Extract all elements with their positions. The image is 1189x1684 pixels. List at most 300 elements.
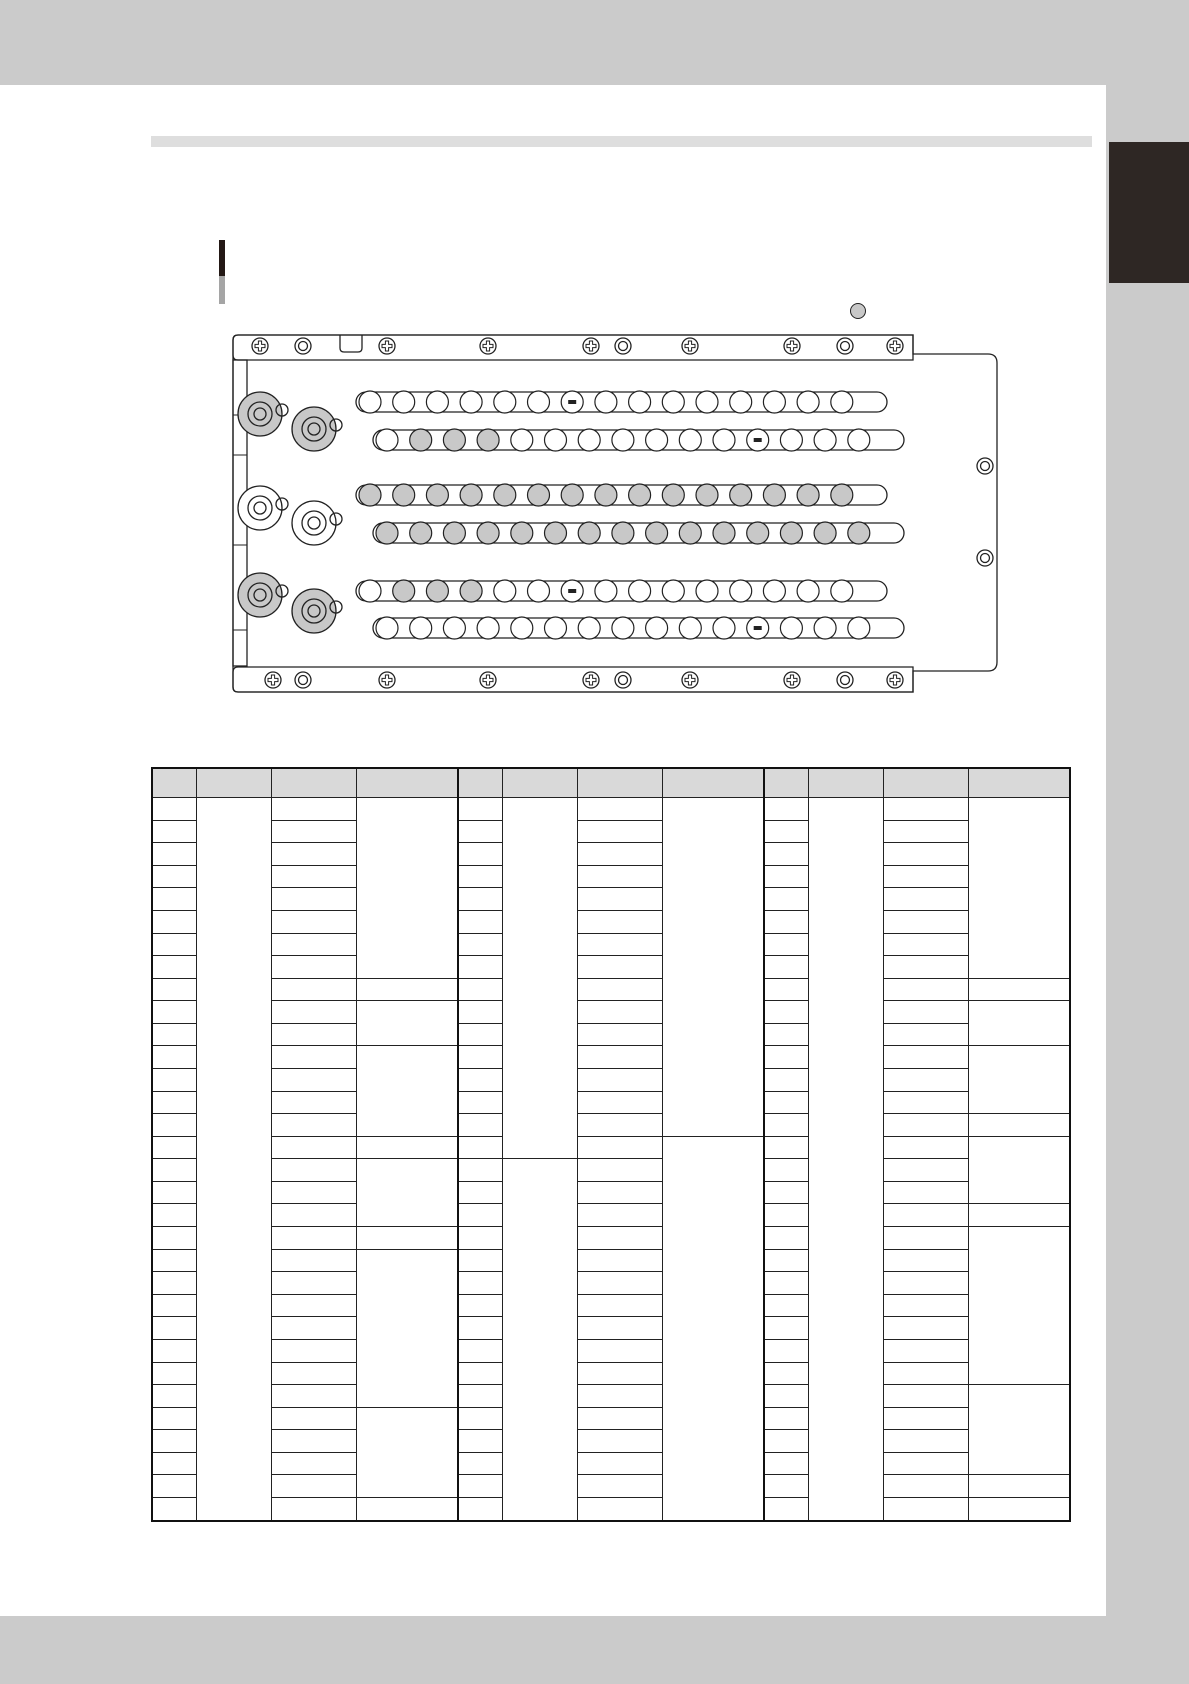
table-cell [458,1272,502,1295]
table-cell [458,1159,502,1182]
table-cell [883,1227,968,1250]
bnc-connector [629,484,651,506]
table-cell [764,1498,808,1522]
bnc-connector [393,580,415,602]
bnc-connector [713,522,735,544]
table-cell [577,1091,662,1114]
bnc-connector [814,522,836,544]
bnc-connector [848,522,870,544]
table-cell [152,933,196,956]
table-cell [271,1294,356,1317]
table-cell [883,1114,968,1137]
table-cell [764,1023,808,1046]
table-cell [271,1317,356,1340]
table-cell [152,1294,196,1317]
table-header-cell [502,768,577,798]
table-cell [883,1159,968,1182]
table-row [152,1159,1070,1182]
table-cell [577,1159,662,1182]
table-cell [271,1385,356,1408]
bnc-connector [511,522,533,544]
table-cell [883,1317,968,1340]
top-standoff-icon [837,338,853,354]
table-cell [577,1385,662,1408]
table-cell [458,1339,502,1362]
table-cell [969,798,1070,979]
table-cell [357,1046,458,1136]
table-cell [152,1159,196,1182]
bnc-connector [713,429,735,451]
table-cell [883,1249,968,1272]
bnc-connector [814,429,836,451]
table-cell [458,1114,502,1137]
table-cell [577,1339,662,1362]
table-cell [764,1249,808,1272]
bnc-connector [730,580,752,602]
bnc-connector [679,617,701,639]
bnc-connector [410,522,432,544]
table-cell [577,1136,662,1159]
table-row [152,978,1070,1001]
bnc-connector [359,391,381,413]
top-screw-icon [480,338,496,354]
table-cell [577,1249,662,1272]
table-cell [577,1294,662,1317]
table-cell [458,1023,502,1046]
bnc-connector [595,391,617,413]
bnc-connector [410,429,432,451]
table-cell [577,910,662,933]
table-cell [883,1407,968,1430]
table-row [152,1114,1070,1137]
table-row [152,1430,1070,1453]
bnc-connector [763,580,785,602]
table-cell [458,888,502,911]
table-cell [271,865,356,888]
table-row [152,888,1070,911]
table-cell [577,1181,662,1204]
top-standoff-icon [295,338,311,354]
top-screw-icon [784,338,800,354]
bnc-connector [578,617,600,639]
bnc-connector [545,429,567,451]
bnc-connector [747,522,769,544]
table-cell [969,1204,1070,1227]
table-row [152,1317,1070,1340]
table-cell [152,1498,196,1522]
table-cell [808,798,883,1521]
table-cell [152,1227,196,1250]
table-header-cell [271,768,356,798]
large-connector [238,573,282,617]
table-cell [577,1114,662,1137]
table-cell [577,1001,662,1024]
table-cell [883,1339,968,1362]
table-cell [152,978,196,1001]
table-cell [764,1407,808,1430]
bnc-connector [494,580,516,602]
table-cell [883,1091,968,1114]
table-cell [152,1046,196,1069]
bnc-connector [393,391,415,413]
bnc-connector [376,617,398,639]
top-standoff-icon [615,338,631,354]
bnc-connector [528,484,550,506]
table-row [152,1475,1070,1498]
table-cell [577,843,662,866]
table-cell [271,1001,356,1024]
table-cell [577,1317,662,1340]
bottom-screw-icon [480,672,496,688]
table-row [152,1046,1070,1069]
table-cell [271,1091,356,1114]
table-cell [577,820,662,843]
table-cell [357,1001,458,1046]
table-row [152,1069,1070,1092]
table-cell [663,1136,764,1521]
table-cell [458,1294,502,1317]
top-screw-icon [583,338,599,354]
table-cell [764,1069,808,1092]
bnc-connector [376,522,398,544]
table-cell [883,1046,968,1069]
table-cell [271,820,356,843]
table-cell [883,1136,968,1159]
bottom-mounting-strip [233,667,913,692]
right-standoff-icon [977,550,993,566]
table-cell [152,1272,196,1295]
section-marker-dark [219,240,225,276]
bnc-connector [477,522,499,544]
table-row [152,933,1070,956]
table-cell [152,865,196,888]
table-cell [357,1159,458,1227]
bnc-connector [545,617,567,639]
table-cell [969,1001,1070,1046]
bottom-screw-icon [265,672,281,688]
bnc-connector [477,429,499,451]
bnc-connector [595,580,617,602]
bnc-connector [578,429,600,451]
bnc-connector [511,429,533,451]
bnc-connector [646,429,668,451]
table-cell [357,1136,458,1159]
table-cell [458,1204,502,1227]
top-screw-icon [682,338,698,354]
bnc-connector [443,522,465,544]
table-cell [458,1498,502,1522]
bnc-connector [797,484,819,506]
table-cell [271,1069,356,1092]
table-cell [152,843,196,866]
bnc-connector [443,429,465,451]
bnc-connector [443,617,465,639]
section-heading-marker [219,240,225,304]
table-header-cell [808,768,883,798]
bottom-screw-icon [379,672,395,688]
bnc-connector [780,522,802,544]
table-cell [883,843,968,866]
table-cell [271,1475,356,1498]
table-row [152,1001,1070,1024]
table-cell [764,956,808,979]
bnc-connector [696,580,718,602]
table-cell [152,1475,196,1498]
table-row [152,1362,1070,1385]
table-cell [458,820,502,843]
table-cell [577,1204,662,1227]
table-cell [271,1114,356,1137]
table-cell [883,956,968,979]
table-cell [764,1136,808,1159]
table-cell [152,1249,196,1272]
bnc-connector [494,391,516,413]
table-cell [458,798,502,821]
bnc-connector [629,391,651,413]
table-row [152,1023,1070,1046]
table-cell [458,1227,502,1250]
table-cell [152,1407,196,1430]
bnc-connector [528,391,550,413]
table-cell [764,820,808,843]
table-row [152,1181,1070,1204]
bnc-connector [662,391,684,413]
table-cell [883,1294,968,1317]
table-cell [883,1385,968,1408]
table-cell [764,1339,808,1362]
table-cell [883,820,968,843]
table-cell [458,956,502,979]
table-cell [577,1475,662,1498]
top-rule [151,136,1092,147]
table-cell [458,865,502,888]
bnc-connector [679,429,701,451]
table-cell [152,1452,196,1475]
table-cell [152,1385,196,1408]
bnc-connector [477,617,499,639]
bnc-connector [460,580,482,602]
table-cell [764,1385,808,1408]
table-cell [271,1227,356,1250]
bnc-connector [730,391,752,413]
table-cell [764,1001,808,1024]
table-cell [152,1001,196,1024]
table-cell [883,1498,968,1522]
table-cell [764,1362,808,1385]
table-cell [764,1317,808,1340]
table-header-cell [458,768,502,798]
bottom-screw-icon [887,672,903,688]
table-cell [458,1475,502,1498]
table-cell [271,956,356,979]
table-cell [152,1430,196,1453]
bnc-connector [595,484,617,506]
table-cell [577,1272,662,1295]
table-cell [271,1181,356,1204]
table-cell [357,1498,458,1522]
table-cell [969,1114,1070,1137]
table-cell [271,978,356,1001]
table-cell [271,888,356,911]
table-cell [883,865,968,888]
table-cell [271,1339,356,1362]
table-header-cell [577,768,662,798]
bnc-connector [426,484,448,506]
table-cell [883,1001,968,1024]
table-cell [357,1407,458,1497]
table-cell [577,1023,662,1046]
large-connector [292,501,336,545]
table-cell [458,1452,502,1475]
table-cell [357,798,458,979]
table-cell [271,1498,356,1522]
bottom-standoff-icon [295,672,311,688]
table-cell [271,1136,356,1159]
bnc-connector [393,484,415,506]
table-cell [458,1317,502,1340]
bnc-connector [713,617,735,639]
table-cell [764,933,808,956]
table-cell [152,910,196,933]
table-cell [764,1452,808,1475]
bnc-connector [780,429,802,451]
bnc-connector [494,484,516,506]
table-cell [577,1407,662,1430]
table-row [152,820,1070,843]
bnc-connector [646,617,668,639]
table-cell [577,1362,662,1385]
table-cell [152,1362,196,1385]
table-cell [883,1362,968,1385]
bnc-connector [426,580,448,602]
table-cell [577,1046,662,1069]
table-cell [458,1091,502,1114]
table-row [152,1136,1070,1159]
bottom-screw-icon [682,672,698,688]
table-cell [458,910,502,933]
table-cell [883,1430,968,1453]
bnc-connector [545,522,567,544]
bnc-connector [629,580,651,602]
table-cell [271,1046,356,1069]
bnc-connector [511,617,533,639]
table-row [152,1091,1070,1114]
bnc-connector [612,429,634,451]
bnc-connector [797,391,819,413]
table-row [152,1227,1070,1250]
table-row [152,1272,1070,1295]
table-cell [764,1475,808,1498]
table-cell [458,1385,502,1408]
bnc-connector [848,429,870,451]
table-cell [458,1430,502,1453]
table-cell [764,1227,808,1250]
table-row [152,1498,1070,1522]
table-cell [152,956,196,979]
table-header-cell [663,768,764,798]
bnc-connector [831,484,853,506]
table-cell [883,933,968,956]
bnc-connector [814,617,836,639]
bnc-connector [359,580,381,602]
table-cell [458,1362,502,1385]
table-cell [764,1181,808,1204]
table-cell [764,865,808,888]
bottom-standoff-icon [615,672,631,688]
table-row [152,798,1070,821]
table-cell [883,1181,968,1204]
table-cell [764,843,808,866]
bnc-connector [797,580,819,602]
bnc-connector [763,391,785,413]
bnc-connector [612,617,634,639]
table-cell [577,1452,662,1475]
section-marker-light [219,276,225,304]
table-row [152,843,1070,866]
bnc-connector [696,484,718,506]
table-header-cell [152,768,196,798]
bnc-connector [696,391,718,413]
table-cell [152,888,196,911]
gray-filled-circle-icon [850,303,866,319]
table-cell [969,1475,1070,1498]
bnc-connector [410,617,432,639]
table-cell [764,1272,808,1295]
table-cell [458,1001,502,1024]
table-cell [357,1227,458,1250]
table-cell [271,933,356,956]
bnc-connector [646,522,668,544]
table-cell [969,1227,1070,1385]
table-cell [764,1294,808,1317]
table-header-cell [764,768,808,798]
bnc-connector [460,484,482,506]
table-cell [502,798,577,1159]
table-cell [577,978,662,1001]
table-cell [271,1362,356,1385]
table-cell [152,1181,196,1204]
table-cell [883,910,968,933]
table-cell [458,1069,502,1092]
bnc-connector [780,617,802,639]
large-connector [292,589,336,633]
table-cell [152,820,196,843]
table-cell [271,798,356,821]
table-cell [458,1136,502,1159]
table-cell [357,978,458,1001]
table-cell [502,1159,577,1521]
table-cell [271,1204,356,1227]
table-cell [152,1091,196,1114]
table-cell [883,1452,968,1475]
table-row [152,910,1070,933]
table-header-cell [969,768,1070,798]
table-row [152,1204,1070,1227]
table-cell [357,1249,458,1407]
table-row [152,1249,1070,1272]
table-cell [577,1227,662,1250]
bnc-connector [662,484,684,506]
table-cell [152,1339,196,1362]
table-header-row [152,768,1070,798]
table-cell [764,910,808,933]
table-cell [152,1317,196,1340]
table-cell [577,1498,662,1522]
table-row [152,956,1070,979]
bnc-connector [612,522,634,544]
table-row [152,865,1070,888]
top-screw-icon [379,338,395,354]
